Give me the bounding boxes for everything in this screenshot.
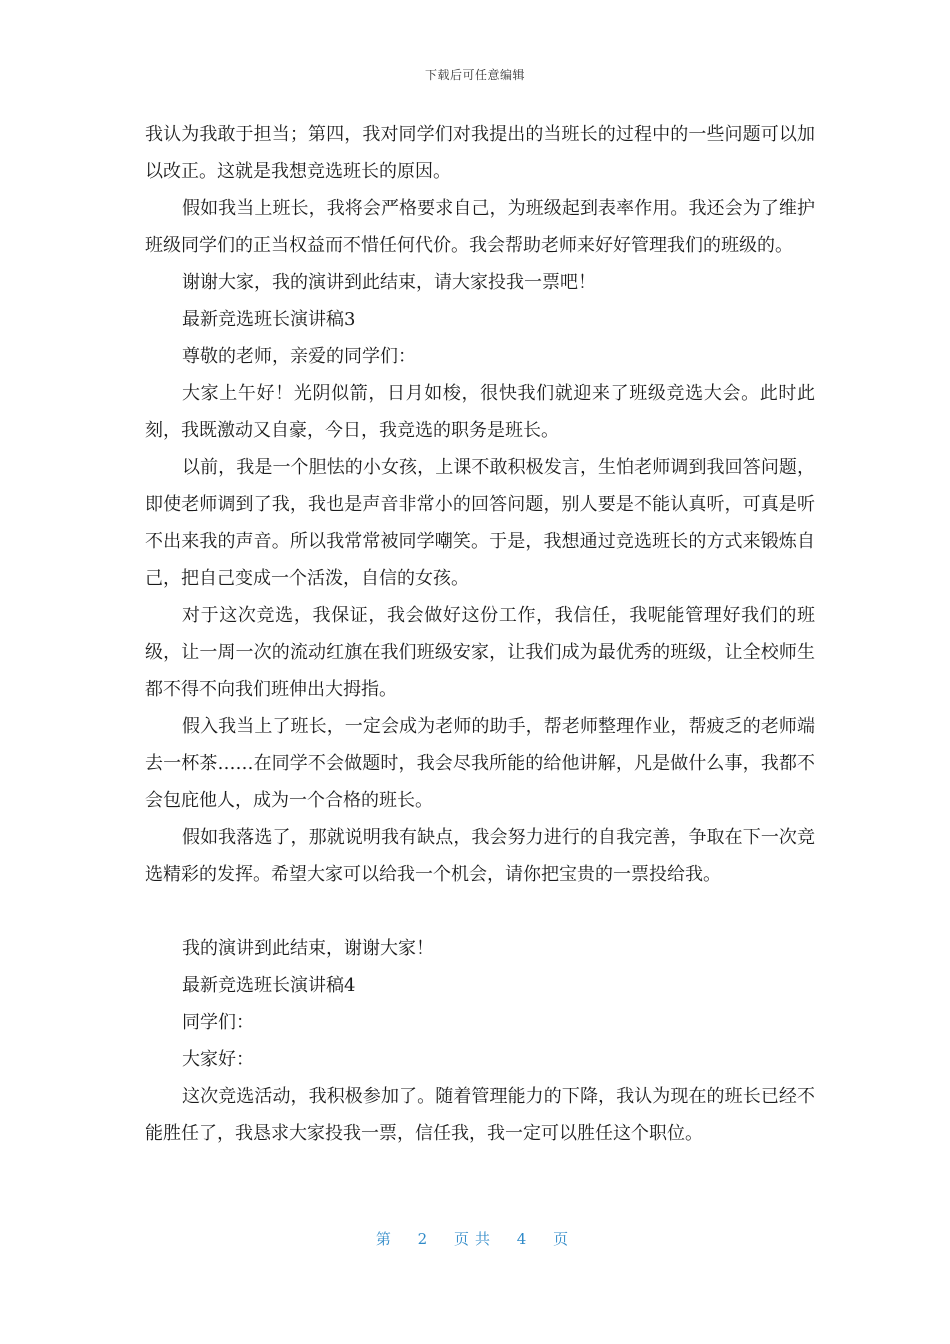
section-title: 最新竞选班长演讲稿3	[182, 309, 356, 330]
salutation: 尊敬的老师，亲爱的同学们：	[182, 346, 416, 367]
paragraph: 以前，我是一个胆怯的小女孩，上课不敢积极发言，生怕老师调到我回答问题，即使老师调到了我，我也是声音非常小的回答问题，别人要是不能认真听，可真是听不出来我的声音。所以我常常被同学嘲笑。于是，我想通过竞选班长的方式来锻炼自己，把自己变成一个活泼，自信的女孩。	[145, 457, 815, 589]
paragraph: 我认为我敢于担当；第四，我对同学们对我提出的当班长的过程中的一些问题可以加以改正。这就是我想竞选班长的原因。	[145, 124, 815, 182]
paragraph: 大家上午好！光阴似箭，日月如梭，很快我们就迎来了班级竞选大会。此时此刻，我既激动又自豪，今日，我竞选的职务是班长。	[145, 383, 815, 441]
paragraph: 我的演讲到此结束，谢谢大家！	[182, 938, 434, 959]
page-header: 下载后可任意编辑	[424, 68, 525, 82]
page-number: 第 2 页共 4 页	[375, 1230, 575, 1248]
salutation: 同学们：	[182, 1012, 254, 1033]
paragraph: 假如我落选了，那就说明我有缺点，我会努力进行的自我完善，争取在下一次竞选精彩的发挥。希望大家可以给我一个机会，请你把宝贵的一票投给我。	[145, 827, 815, 885]
section-title: 最新竞选班长演讲稿4	[182, 975, 356, 996]
paragraph: 对于这次竞选，我保证，我会做好这份工作，我信任，我呢能管理好我们的班级，让一周一次的流动红旗在我们班级安家，让我们成为最优秀的班级，让全校师生都不得不向我们班伸出大拇指。	[145, 605, 815, 700]
paragraph: 这次竞选活动，我积极参加了。随着管理能力的下降，我认为现在的班长已经不能胜任了，我恳求大家投我一票，信任我，我一定可以胜任这个职位。	[145, 1086, 815, 1144]
paragraph: 假入我当上了班长，一定会成为老师的助手，帮老师整理作业，帮疲乏的老师端去一杯茶……在同学不会做题时，我会尽我所能的给他讲解，凡是做什么事，我都不会包庇他人，成为一个合格的班长。	[145, 716, 815, 811]
greeting: 大家好：	[182, 1049, 254, 1070]
paragraph: 谢谢大家，我的演讲到此结束，请大家投我一票吧！	[182, 272, 596, 293]
paragraph: 假如我当上班长，我将会严格要求自己，为班级起到表率作用。我还会为了维护班级同学们的正当权益而不惜任何代价。我会帮助老师来好好管理我们的班级的。	[145, 198, 815, 256]
document-body	[145, 116, 815, 1152]
